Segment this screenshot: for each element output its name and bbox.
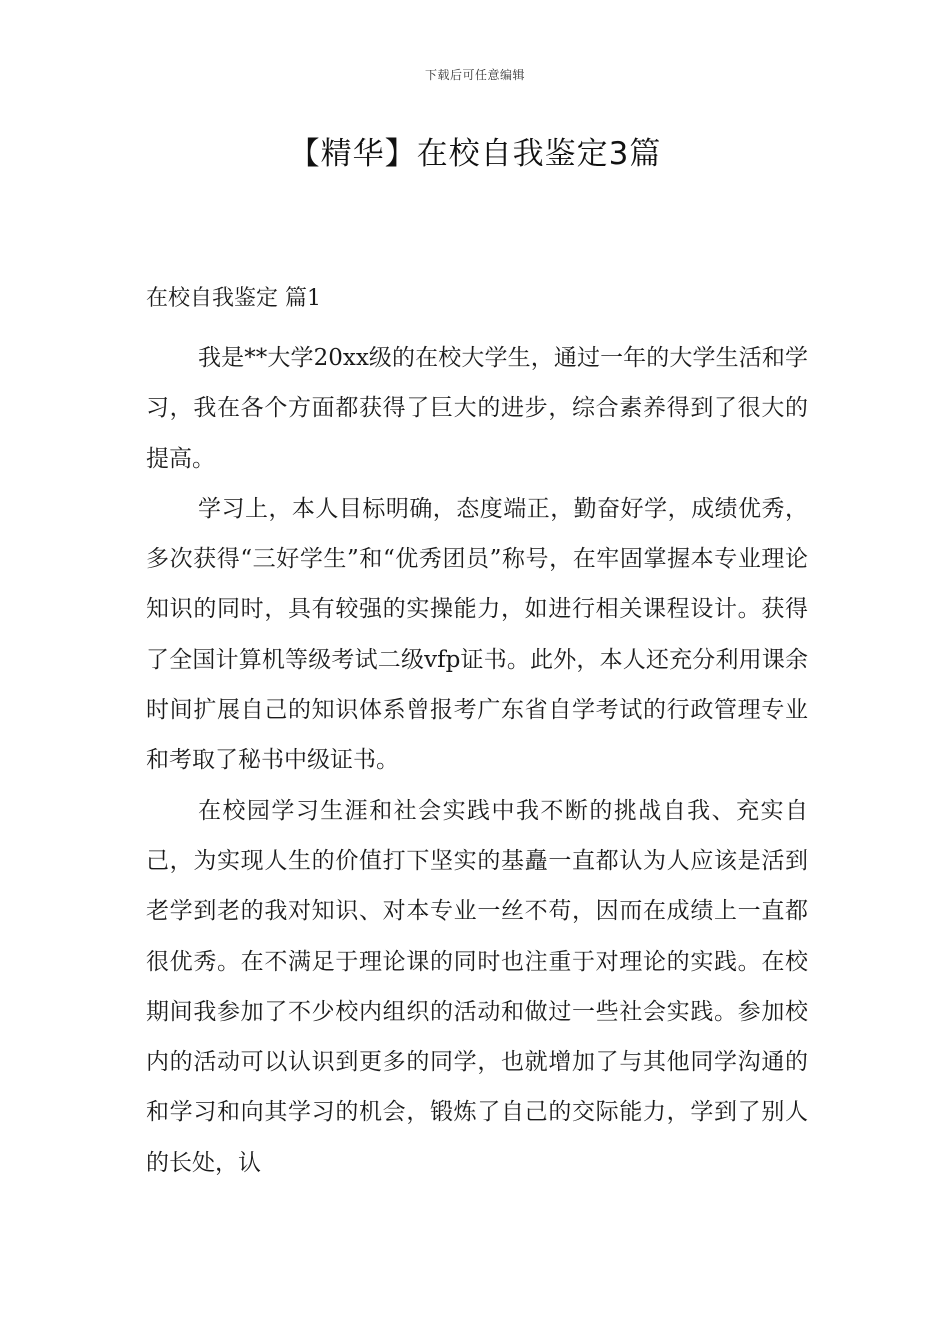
paragraph-1: 我是**大学20xx级的在校大学生，通过一年的大学生活和学习，我在各个方面都获得了巨大的进步，综合素养得到了很大的提高。 [146, 345, 808, 472]
document-title: 【精华】在校自我鉴定3篇 [288, 136, 662, 172]
document-body [146, 333, 808, 1188]
page-header-note: 下载后可任意编辑 [424, 68, 525, 82]
paragraph-3: 在校园学习生涯和社会实践中我不断的挑战自我、充实自己，为实现人生的价值打下坚实的基矗一直都认为人应该是活到老学到老的我对知识、对本专业一丝不苟，因而在成绩上一直都很优秀。在不满足于理论课的同时也注重于对理论的实践。在校期间我参加了不少校内组织的活动和做过一些社会实践。参加校内的活动可以认识到更多的同学，也就增加了与其他同学沟通的和学习和向其学习的机会，锻炼了自己的交际能力，学到了别人的长处，认 [146, 797, 808, 1176]
section-heading: 在校自我鉴定 篇1 [146, 286, 321, 311]
paragraph-2: 学习上，本人目标明确，态度端正，勤奋好学，成绩优秀，多次获得“三好学生”和“优秀团员”称号，在牢固掌握本专业理论知识的同时，具有较强的实操能力，如进行相关课程设计。获得了全国计算机等级考试二级vfp证书。此外，本人还充分利用课余时间扩展自己的知识体系曾报考广东省自学考试的行政管理专业和考取了秘书中级证书。 [146, 495, 808, 774]
